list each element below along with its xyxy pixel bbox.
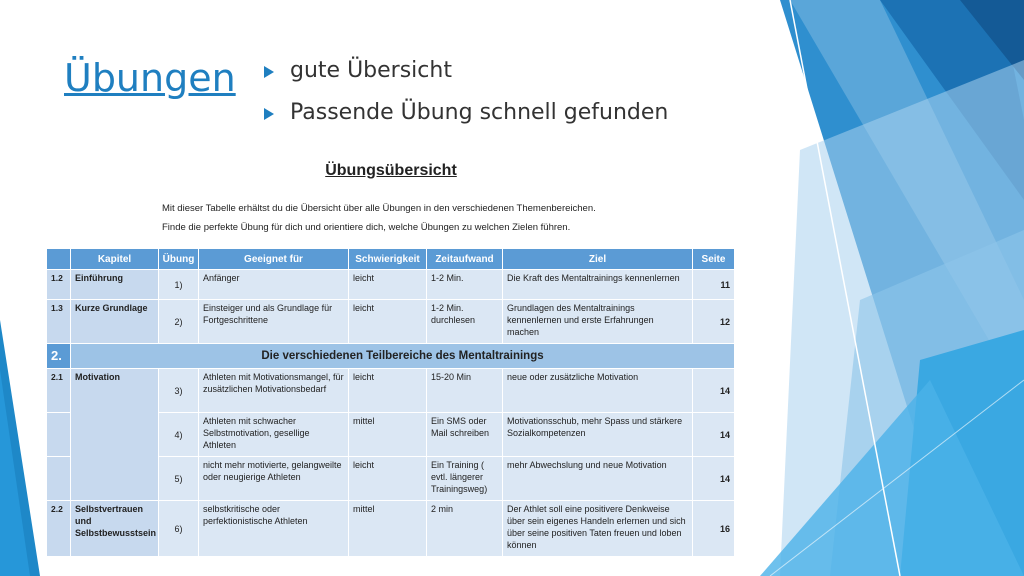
time-effort: 1-2 Min. (427, 270, 503, 300)
section-number: 2. (47, 344, 71, 369)
page-number: 16 (693, 501, 735, 557)
page-number: 14 (693, 413, 735, 457)
embedded-document-image (46, 156, 736, 556)
exercise-number: 3) (159, 369, 199, 413)
page-number: 11 (693, 270, 735, 300)
time-effort: Ein SMS oder Mail schreiben (427, 413, 503, 457)
header-cell: Ziel (503, 249, 693, 270)
table-row (47, 501, 735, 557)
difficulty: leicht (349, 369, 427, 413)
bullet-arrow-icon (264, 66, 274, 78)
slide-title: Übungen (64, 56, 236, 100)
table-row (47, 300, 735, 344)
chapter-name: Kurze Grundlage (71, 300, 159, 344)
time-effort: 1-2 Min. durchlesen (427, 300, 503, 344)
chapter-name: Selbstvertrauen und Selbstbewusstsein (71, 501, 159, 557)
difficulty: leicht (349, 270, 427, 300)
suitable-for: nicht mehr motivierte, gelangweilte oder neugierige Athleten (199, 457, 349, 501)
header-cell: Seite (693, 249, 735, 270)
header-cell: Schwierigkeit (349, 249, 427, 270)
difficulty: leicht (349, 300, 427, 344)
goal: mehr Abwechslung und neue Motivation (503, 457, 693, 501)
goal: Die Kraft des Mentaltrainings kennenlernen (503, 270, 693, 300)
chapter-number: 1.3 (47, 300, 71, 344)
bullet-text: Passende Übung schnell gefunden (290, 100, 669, 125)
header-cell: Zeitaufwand (427, 249, 503, 270)
suitable-for: Athleten mit Motivationsmangel, für zusätzlichen Motivationsbedarf (199, 369, 349, 413)
bullet-text: gute Übersicht (290, 58, 452, 83)
difficulty: mittel (349, 413, 427, 457)
document-heading: Übungsübersicht (325, 162, 457, 179)
page-number: 14 (693, 457, 735, 501)
document-intro-line: Finde die perfekte Übung für dich und orientiere dich, welche Übungen zu welchen Zielen führen. (162, 222, 571, 233)
time-effort: 15-20 Min (427, 369, 503, 413)
bullet-list (262, 56, 668, 140)
goal: Grundlagen des Mentaltrainings kennenlernen und erste Erfahrungen machen (503, 300, 693, 344)
chapter-name: Motivation (71, 369, 159, 501)
section-row (47, 344, 735, 369)
suitable-for: Einsteiger und als Grundlage für Fortgeschrittene (199, 300, 349, 344)
table-row (47, 270, 735, 300)
table-header-row (47, 249, 735, 270)
goal: Motivationsschub, mehr Spass und stärkere Sozialkompetenzen (503, 413, 693, 457)
page-number: 14 (693, 369, 735, 413)
header-cell: Übung (159, 249, 199, 270)
bullet-item (262, 56, 668, 98)
exercise-number: 5) (159, 457, 199, 501)
chapter-number: 2.1 (47, 369, 71, 413)
time-effort: 2 min (427, 501, 503, 557)
chapter-name: Einführung (71, 270, 159, 300)
suitable-for: Athleten mit schwacher Selbstmotivation, gesellige Athleten (199, 413, 349, 457)
chapter-number (47, 457, 71, 501)
exercise-number: 1) (159, 270, 199, 300)
page-number: 12 (693, 300, 735, 344)
document-intro-line: Mit dieser Tabelle erhältst du die Übersicht über alle Übungen in den verschiedenen Themenbereichen. (162, 203, 596, 214)
header-cell: Geeignet für (199, 249, 349, 270)
exercise-number: 2) (159, 300, 199, 344)
chapter-number (47, 413, 71, 457)
exercise-table (46, 248, 735, 557)
chapter-number: 2.2 (47, 501, 71, 557)
time-effort: Ein Training ( evtl. längerer Trainingsweg) (427, 457, 503, 501)
header-cell (47, 249, 71, 270)
exercise-number: 6) (159, 501, 199, 557)
goal: neue oder zusätzliche Motivation (503, 369, 693, 413)
section-title: Die verschiedenen Teilbereiche des Mentaltrainings (71, 344, 735, 369)
difficulty: leicht (349, 457, 427, 501)
suitable-for: Anfänger (199, 270, 349, 300)
header-cell: Kapitel (71, 249, 159, 270)
table-row (47, 369, 735, 413)
exercise-number: 4) (159, 413, 199, 457)
difficulty: mittel (349, 501, 427, 557)
bullet-arrow-icon (264, 108, 274, 120)
goal: Der Athlet soll eine positivere Denkweise über sein eigenes Handeln erlernen und sich über seine positiven Taten freuen und loben können (503, 501, 693, 557)
suitable-for: selbstkritische oder perfektionistische Athleten (199, 501, 349, 557)
bullet-item (262, 98, 668, 140)
chapter-number: 1.2 (47, 270, 71, 300)
